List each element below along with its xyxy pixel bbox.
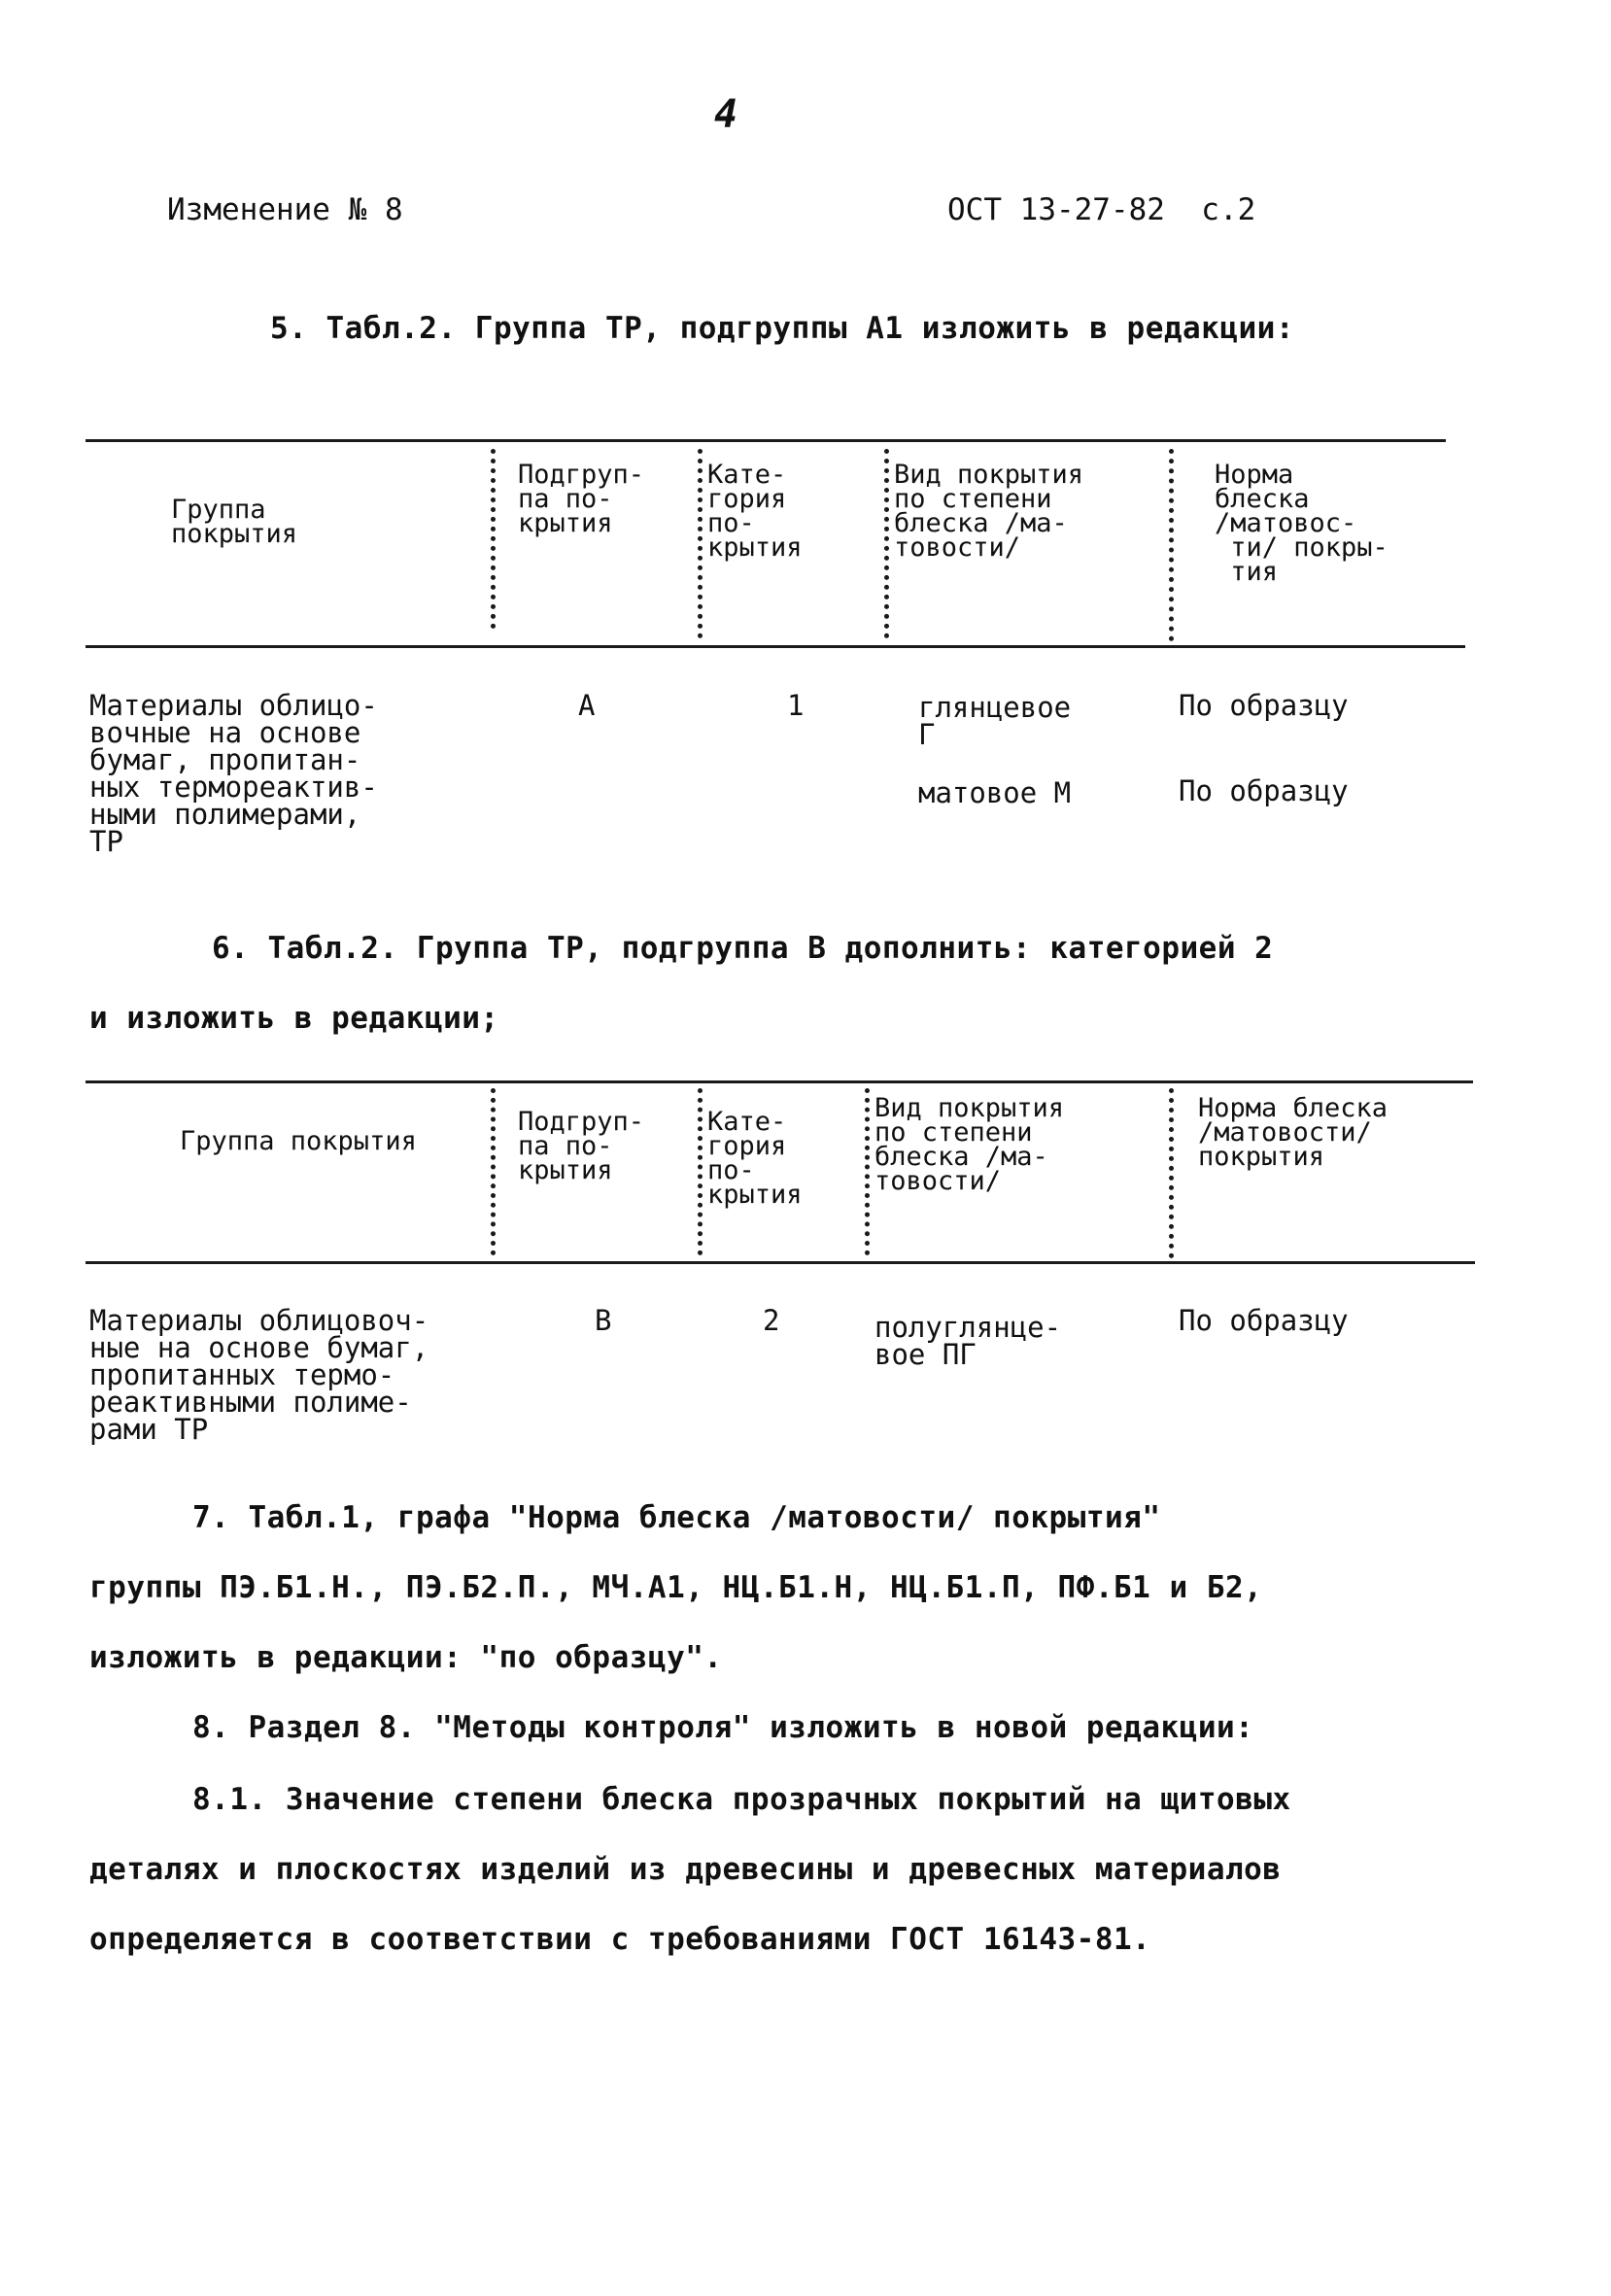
item-8-text: 8. Раздел 8. "Методы контроля" изложить в новой редакции:	[192, 1710, 1254, 1745]
amendment-header: Изменение № 8	[167, 192, 403, 227]
table-2-header-category: Кате- гория по- крытия	[707, 1107, 803, 1210]
table-1-header-norm: Норма блеска /матовос- ти/ покры- тия	[1215, 460, 1388, 587]
table-1-top-rule	[86, 439, 1446, 442]
table-1-col-divider	[884, 449, 889, 638]
table-2-col-divider	[698, 1088, 703, 1255]
item-7-text-continued: изложить в редакции: "по образцу".	[89, 1640, 723, 1675]
table-2-top-rule	[86, 1080, 1473, 1083]
table-2-header-norm: Норма блеска /матовости/ покрытия	[1198, 1093, 1388, 1172]
table-1-col-divider	[1169, 449, 1174, 641]
item-8-1-text: 8.1. Значение степени блеска прозрачных покрытий на щитовых	[192, 1782, 1291, 1817]
table-2-col-divider	[1169, 1088, 1174, 1258]
item-6-text: 6. Табл.2. Группа ТР, подгруппа В дополнить: категорией 2	[212, 931, 1274, 966]
page-number: 4	[714, 92, 738, 137]
table-1-cell-kind: матовое М	[918, 776, 1072, 809]
item-5-text: 5. Табл.2. Группа ТР, подгруппы А1 изложить в редакции:	[270, 311, 1294, 346]
item-8-1-text-continued: деталях и плоскостях изделий из древесины и древесных материалов	[89, 1852, 1282, 1887]
item-7-text: 7. Табл.1, графа "Норма блеска /матовости/ покрытия"	[192, 1500, 1161, 1535]
table-1-col-divider	[698, 449, 703, 638]
table-2-header-subgroup: Подгруп- па по- крытия	[518, 1107, 645, 1185]
table-1-header-category: Кате- гория по- крытия	[707, 460, 803, 563]
standard-reference: ОСТ 13-27-82 с.2	[947, 192, 1256, 227]
table-2-cell-kind: полуглянце- вое ПГ	[874, 1311, 1062, 1371]
item-8-1-text-continued: определяется в соответствии с требованиями ГОСТ 16143-81.	[89, 1922, 1151, 1957]
table-2-cell-category: 2	[763, 1304, 780, 1337]
item-6-text-continued: и изложить в редакции;	[89, 1001, 499, 1036]
table-1-header-rule	[86, 645, 1465, 648]
table-1-header-subgroup: Подгруп- па по- крытия	[518, 460, 645, 538]
table-2-cell-group: Материалы облицовоч- ные на основе бумаг, пропитанных термо- реактивными полиме- рами ТР	[89, 1304, 429, 1446]
table-1-cell-subgroup: А	[578, 689, 596, 722]
table-2-cell-subgroup: В	[595, 1304, 612, 1337]
table-2-col-divider	[865, 1088, 870, 1255]
table-1-cell-category: 1	[787, 689, 805, 722]
table-1-cell-kind: глянцевое Г	[918, 691, 1072, 751]
table-1-cell-norm: По образцу	[1179, 774, 1349, 807]
table-2-header-kind: Вид покрытия по степени блеска /ма- товости/	[874, 1093, 1065, 1196]
table-1-header-kind: Вид покрытия по степени блеска /ма- товости/	[894, 460, 1084, 563]
table-2-col-divider	[491, 1088, 496, 1255]
table-2-header-rule	[86, 1261, 1475, 1264]
table-1-header-group: Группа покрытия	[171, 495, 298, 549]
table-2-cell-norm: По образцу	[1179, 1304, 1349, 1337]
table-2-header-group: Группа покрытия	[180, 1126, 417, 1156]
table-1-col-divider	[491, 449, 496, 629]
table-1-cell-group: Материалы облицо- вочные на основе бумаг, пропитан- ных термореактив- ными полимерами, ТР	[89, 689, 378, 858]
item-7-text-continued: группы ПЭ.Б1.Н., ПЭ.Б2.П., МЧ.А1, НЦ.Б1.Н, НЦ.Б1.П, ПФ.Б1 и Б2,	[89, 1570, 1263, 1605]
table-1-cell-norm: По образцу	[1179, 689, 1349, 722]
